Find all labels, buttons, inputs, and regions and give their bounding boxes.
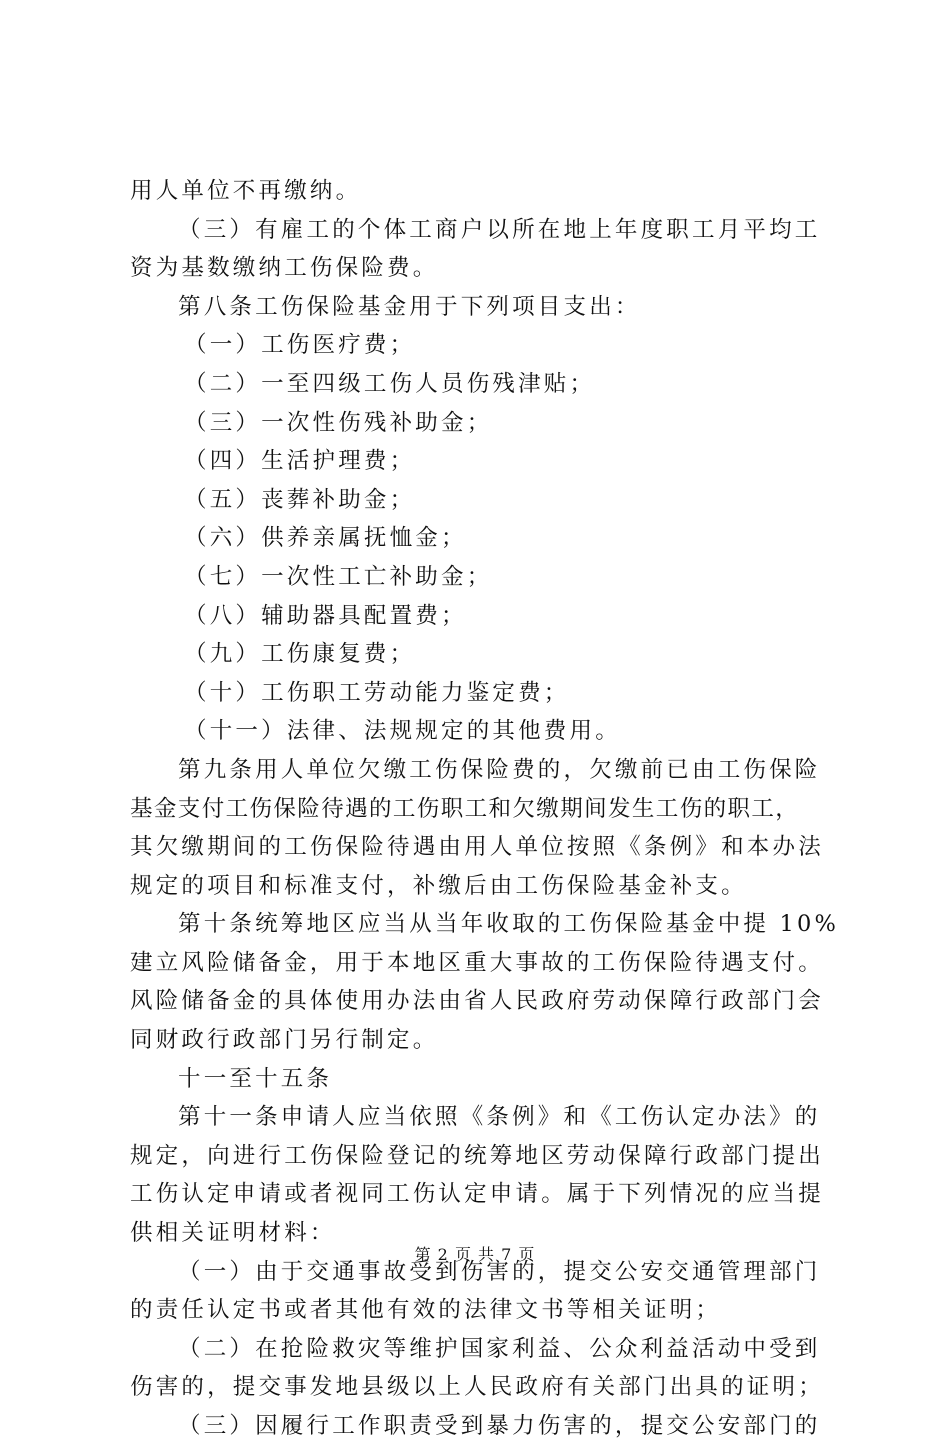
text-line: （一）由于交通事故受到伤害的，提交公安交通管理部门 xyxy=(178,1258,821,1285)
text-line: （二）在抢险救灾等维护国家利益、公众利益活动中受到 xyxy=(178,1335,821,1362)
text-line: 工伤认定申请或者视同工伤认定申请。属于下列情况的应当提 xyxy=(130,1181,824,1208)
text-line: 建立风险储备金，用于本地区重大事故的工伤保险待遇支付。 xyxy=(130,949,824,976)
section-heading: 十一至十五条 xyxy=(178,1065,333,1092)
list-item: （四）生活护理费； xyxy=(184,448,416,475)
list-item: （十一）法律、法规规定的其他费用。 xyxy=(184,718,621,745)
text-line: 第九条用人单位欠缴工伤保险费的，欠缴前已由工伤保险 xyxy=(178,756,821,783)
text-line: （三）因履行工作职责受到暴力伤害的，提交公安部门的 xyxy=(178,1413,821,1439)
text-line: 的责任认定书或者其他有效的法律文书等相关证明； xyxy=(130,1297,722,1324)
text-line: 基金支付工伤保险待遇的工伤职工和欠缴期间发生工伤的职工， xyxy=(130,795,800,822)
text-line: 第十条统筹地区应当从当年收取的工伤保险基金中提 10% xyxy=(178,911,840,938)
text-line: 同财政行政部门另行制定。 xyxy=(130,1027,439,1054)
text-line: 伤害的，提交事发地县级以上人民政府有关部门出具的证明； xyxy=(130,1374,824,1401)
text-line: 资为基数缴纳工伤保险费。 xyxy=(130,255,439,282)
list-item: （五）丧葬补助金； xyxy=(184,486,416,513)
text-line: 规定的项目和标准支付，补缴后由工伤保险基金补支。 xyxy=(130,872,747,899)
text-line: 风险储备金的具体使用办法由省人民政府劳动保障行政部门会 xyxy=(130,988,824,1015)
list-item: （七）一次性工亡补助金； xyxy=(184,563,493,590)
text-line: 第十一条申请人应当依照《条例》和《工伤认定办法》的 xyxy=(178,1104,821,1131)
page-number: 第 2 页 共 7 页 xyxy=(414,1245,536,1264)
text-line: 用人单位不再缴纳。 xyxy=(130,178,362,204)
page-footer xyxy=(0,1242,950,1265)
list-item: （十）工伤职工劳动能力鉴定费； xyxy=(184,679,570,706)
list-item: （二）一至四级工伤人员伤残津贴； xyxy=(184,370,596,397)
list-item: （八）辅助器具配置费； xyxy=(184,602,467,629)
list-item: （三）一次性伤残补助金； xyxy=(184,409,493,436)
text-line: 其欠缴期间的工伤保险待遇由用人单位按照《条例》和本办法 xyxy=(130,834,824,861)
text-line: 第八条工伤保险基金用于下列项目支出： xyxy=(178,293,641,320)
list-item: （九）工伤康复费； xyxy=(184,641,416,668)
text-line: 供相关证明材料： xyxy=(130,1220,336,1247)
text-line: 规定，向进行工伤保险登记的统筹地区劳动保障行政部门提出 xyxy=(130,1142,824,1169)
list-item: （一）工伤医疗费； xyxy=(184,332,416,359)
list-item: （六）供养亲属抚恤金； xyxy=(184,525,467,552)
text-line: （三）有雇工的个体工商户以所在地上年度职工月平均工 xyxy=(178,216,821,243)
